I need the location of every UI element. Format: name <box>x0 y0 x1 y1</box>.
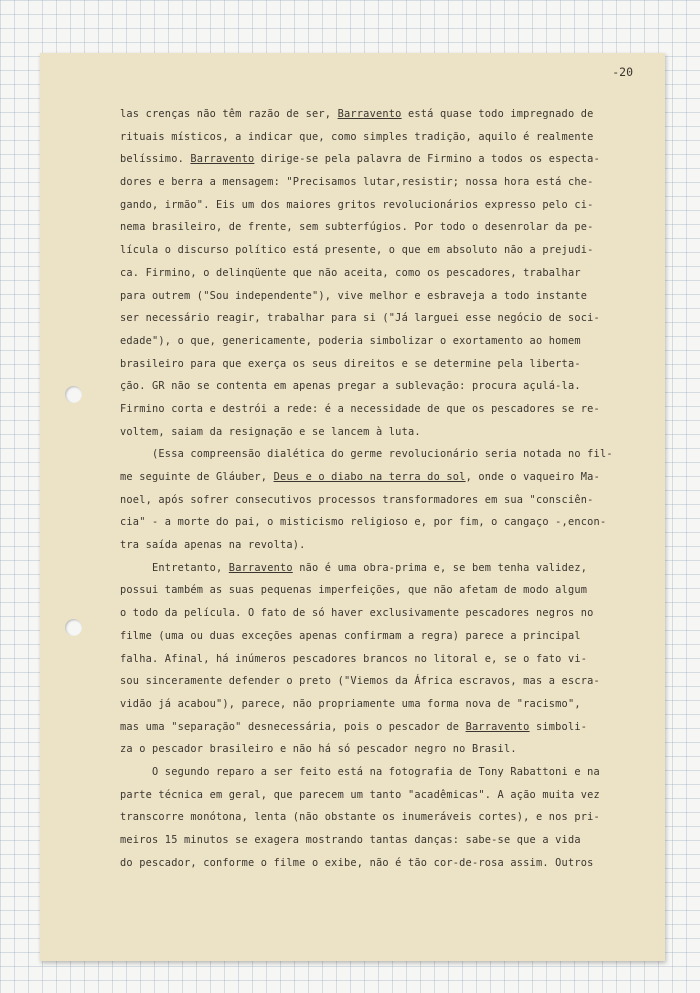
text-run: voltem, saiam da resignação e se lancem à luta. <box>120 425 421 438</box>
text-run: está quase todo impregnado de <box>401 108 594 120</box>
text-line <box>120 443 640 466</box>
page-text <box>120 103 640 874</box>
text-run: vidão já acabou"), parece, não propriamente uma forma nova de "racismo", <box>120 697 581 710</box>
text-run: ser necessário reagir, trabalhar para si ("Já larguei esse negócio de soci- <box>120 312 600 325</box>
text-line <box>120 375 640 398</box>
punch-hole <box>65 619 82 636</box>
text-line <box>120 806 640 829</box>
text-line <box>120 534 640 557</box>
text-line <box>120 784 640 807</box>
text-line <box>120 829 640 852</box>
text-run: mas uma "separação" desnecessária, pois o pescador de <box>120 720 466 733</box>
text-line <box>120 239 640 262</box>
text-run: nema brasileiro, de frente, sem subterfúgios. Por todo o desenrolar da pe- <box>120 221 594 234</box>
text-line <box>120 466 640 489</box>
text-run: falha. Afinal, há inúmeros pescadores brancos no litoral e, se o fato vi- <box>120 652 588 665</box>
text-line <box>120 716 640 739</box>
underlined-title: Deus e o diabo na terra do sol <box>273 471 466 483</box>
text-line <box>120 670 640 693</box>
text-run: meiros 15 minutos se exagera mostrando tantas danças: sabe-se que a vida <box>120 834 581 846</box>
text-line <box>120 738 640 761</box>
text-line <box>120 171 640 194</box>
underlined-title: Barravento <box>465 720 530 733</box>
text-run: las crenças não têm razão de ser, <box>120 108 338 120</box>
underlined-title: Barravento <box>337 108 402 120</box>
text-run: sou sinceramente defender o preto ("Viemos da África escravos, mas a escra- <box>120 675 600 688</box>
text-line <box>120 126 640 149</box>
text-line <box>120 194 640 217</box>
text-line <box>120 625 640 648</box>
text-run: (Essa compreensão dialética do germe revolucionário seria notada no fil- <box>120 448 613 461</box>
text-run: lícula o discurso político está presente, o que em absoluto não a prejudi- <box>120 244 594 257</box>
text-run: cia" - a morte do pai, o misticismo religioso e, por fim, o cangaço -,encon- <box>120 516 607 529</box>
text-line <box>120 421 640 444</box>
text-run: rituais místicos, a indicar que, como simples tradição, aquilo é realmente <box>120 130 594 143</box>
text-line <box>120 398 640 421</box>
text-run: ção. GR não se contenta em apenas pregar a sublevação: procura açulá-la. <box>120 380 581 393</box>
punch-hole <box>65 386 82 403</box>
text-line <box>120 148 640 171</box>
text-run: dirige-se pela palavra de Firmino a todos os especta- <box>254 153 600 166</box>
text-run: filme (uma ou duas exceções apenas confirmam a regra) parece a principal <box>120 629 581 642</box>
text-run: gando, irmão". Eis um dos maiores gritos revolucionários expresso pelo ci- <box>120 198 594 211</box>
text-line <box>120 693 640 716</box>
text-line <box>120 579 640 602</box>
text-run: , onde o vaqueiro Ma- <box>465 471 600 483</box>
text-run: za o pescador brasileiro e não há só pescador negro no Brasil. <box>120 743 517 756</box>
text-line <box>120 557 640 580</box>
text-run: noel, após sofrer consecutivos processos transformadores em sua "consciên- <box>120 493 594 506</box>
text-line <box>120 216 640 239</box>
text-line <box>120 262 640 285</box>
text-run: para outrem ("Sou independente"), vive melhor e esbraveja a todo instante <box>120 289 588 302</box>
text-line <box>120 353 640 376</box>
text-run: possui também as suas pequenas imperfeições, que não afetam de modo algum <box>120 584 588 597</box>
text-line <box>120 330 640 353</box>
text-run: Entretanto, <box>120 561 229 574</box>
text-line <box>120 307 640 330</box>
text-run: o todo da película. O fato de só haver exclusivamente pescadores negros no <box>120 607 594 620</box>
text-run: ca. Firmino, o delinqüente que não aceita, como os pescadores, trabalhar <box>120 266 581 279</box>
text-line <box>120 602 640 625</box>
text-run: tra saída apenas na revolta). <box>120 539 306 552</box>
text-line <box>120 511 640 534</box>
text-run: Firmino corta e destrói a rede: é a necessidade de que os pescadores se re- <box>120 402 600 415</box>
text-line <box>120 489 640 512</box>
text-line <box>120 648 640 671</box>
text-run: edade"), o que, genericamente, poderia simbolizar o exortamento ao homem <box>120 334 581 347</box>
text-run: belíssimo. <box>120 153 191 166</box>
text-line <box>120 761 640 784</box>
text-run: transcorre monótona, lenta (não obstante os inumeráveis cortes), e nos pri- <box>120 811 600 824</box>
text-run: brasileiro para que exerça os seus direitos e se determine pela liberta- <box>120 357 581 370</box>
text-run: do pescador, conforme o filme o exibe, não é tão cor-de-rosa assim. Outros <box>120 856 594 869</box>
text-run: O segundo reparo a ser feito está na fotografia de Tony Rabattoni e na <box>120 765 600 778</box>
text-run: simboli- <box>529 720 588 733</box>
text-run: me seguinte de Gláuber, <box>120 471 274 483</box>
text-line <box>120 852 640 875</box>
underlined-title: Barravento <box>190 153 255 166</box>
text-run: parte técnica em geral, que parecem um tanto "acadêmicas". A ação muita vez <box>120 788 600 801</box>
text-line <box>120 285 640 308</box>
text-run: não é uma obra-prima e, se bem tenha validez, <box>292 561 588 574</box>
text-run: dores e berra a mensagem: "Precisamos lutar,resistir; nossa hora está che- <box>120 176 594 189</box>
text-line <box>120 103 640 126</box>
underlined-title: Barravento <box>228 561 293 574</box>
page-number: -20 <box>612 65 633 79</box>
